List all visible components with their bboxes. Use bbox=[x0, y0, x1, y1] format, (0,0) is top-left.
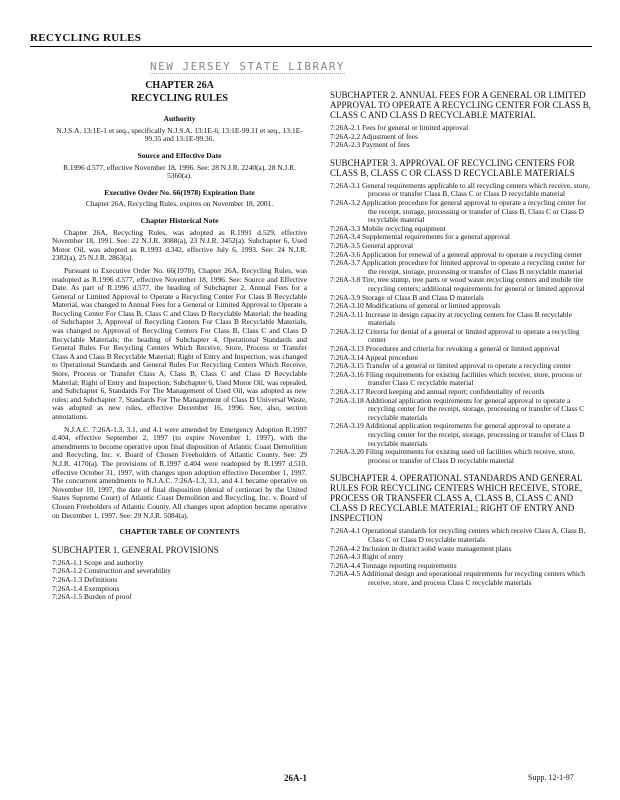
historical-note-paragraph-2: Pursuant to Executive Order No. 66(1978), Chapter 26A, Recycling Rules, was readopted as R.1996 d.577, effective November 18, 1996. See: Source and Effective Date. As part of R.1996 d.577, the heading of Subchapter 2, Annual Fees for a General or Limited Approval to Operate a Recycling Center For Class B Recyclable Material, was changed to Annual Fees for a General or Limited Approval to Operate a Recycling Center For Class B, Class C and Class D Recyclable Material; the heading of Subchapter 3, Approval of Recycling Centers For Class B Recyclable Materials, was changed to Approval of Recycling Centers For Class B, Class C and Class D Recyclable Materials; the heading of Subchapter 4, Operational Standards and General Rules For Recycling Centers Which Receive, Store, Process or Transfer Class A and Class B Recyclable Material; Right of Entry and Inspection, was changed to Operational Standards and General Rules For Recycling Centers Which Receive, Store, Process or Transfer Class A, Class B, Class C and Class D Recyclable Material; Right of Entry and Inspection; Subchapter 6, Used Motor Oil, was repealed, and Subchapter 6, Standards For The Management of Used Oil, was adopted as new rules; and Subchapter 7, Standards For The Management of Class D Universal Waste, was adopted as new rules, effective December 16, 1996. See, also, section annotations. bbox=[52, 265, 307, 421]
toc-entry: 7:26A-3.17 Record keeping and annual report; confidentiality of records bbox=[330, 387, 545, 397]
historical-note-paragraph-3: N.J.A.C. 7:26A-1.3, 3.1, and 4.1 were amended by Emergency Adoption R.1997 d.404, effective September 2, 1997 (to expire November 1, 1997), with the amendments to become operative upon final disposition of Atlantic Coast Demolition and Recycling, Inc. v. Board of Chosen Freeholders of Atlantic County. See: 29 N.J.R. 4170(a). The provisions of R.1997 d.404 were readopted by R.1997 d.510, effective October 31, 1997, with changes upon adoption effective December 1, 1997. The concurrent amendments to N.J.A.C. 7:26A-1.3, 3.1, and 4.1 became operative on November 10, 1997, the date of final disposition (denial of certiorari by the United States Supreme Court) of Atlantic Coast Demolition and Recycling, Inc. v. Board of Chosen Freeholders of Atlantic County. All changes upon adoption became operative on December 1, 1997. See: 29 N.J.R. 5084(a). bbox=[52, 424, 307, 520]
subchapter-1-list bbox=[52, 559, 307, 602]
subchapter-2-list bbox=[330, 124, 595, 150]
toc-entry: 7:26A-3.13 Procedures and criteria for revoking a general or limited approval bbox=[330, 344, 560, 354]
chapter-number: CHAPTER 26A bbox=[145, 80, 214, 91]
toc-entry: 7:26A-1.3 Definitions bbox=[52, 574, 118, 584]
executive-order-text: Chapter 26A, Recycling Rules, expires on November 18, 2001. bbox=[85, 199, 274, 209]
library-stamp: NEW JERSEY STATE LIBRARY bbox=[150, 60, 345, 73]
page-number: 26A-1 bbox=[284, 773, 307, 783]
toc-entry: 7:26A-3.7 Application procedure for limited approval to operate a recycling center for the receipt, storage, processing or transfer of Class B recyclable material bbox=[330, 258, 585, 276]
toc-entry: 7:26A-4.2 Inclusion in district solid waste management plans bbox=[330, 543, 512, 553]
running-head: RECYCLING RULES bbox=[30, 32, 142, 44]
toc-entry: 7:26A-4.4 Tonnage reporting requirements bbox=[330, 560, 457, 570]
toc-entry: 7:26A-3.5 General approval bbox=[330, 240, 414, 250]
toc-entry: 7:26A-3.6 Application for renewal of a general approval to operate a recycling center bbox=[330, 249, 583, 259]
chapter-title: RECYCLING RULES bbox=[131, 92, 228, 104]
toc-entry: 7:26A-3.4 Supplemental requirements for a general approval bbox=[330, 232, 510, 242]
toc-entry: 7:26A-3.2 Application procedure for general approval to operate a recycling center for the receipt, storage, processing or transfer of Class B, Class C or Class D recyclable material bbox=[330, 197, 586, 225]
toc-entry: 7:26A-3.16 Filing requirements for existing facilities which receive, store, process or transfer Class C recyclable material bbox=[330, 369, 582, 388]
executive-order-heading: Executive Order No. 66(1978) Expiration Date bbox=[104, 187, 255, 197]
toc-entry: 7:26A-4.3 Right of entry bbox=[330, 552, 404, 562]
historical-note-heading: Chapter Historical Note bbox=[140, 215, 219, 225]
table-of-contents-heading: CHAPTER TABLE OF CONTENTS bbox=[119, 527, 240, 537]
source-heading: Source and Effective Date bbox=[137, 150, 222, 160]
subchapter-1-heading: SUBCHAPTER 1. GENERAL PROVISIONS bbox=[52, 544, 219, 555]
toc-entry: 7:26A-2.2 Adjustment of fees bbox=[330, 131, 418, 141]
subchapter-4-heading: SUBCHAPTER 4. OPERATIONAL STANDARDS AND GENERAL RULES FOR RECYCLING CENTERS WHICH RECEIVE, STORE, PROCESS OR TRANSFER CLASS A, CLASS B, CLASS C AND CLASS D RECYCLABLE MATERIAL; RIGHT OF ENTRY AND INSPECTION bbox=[330, 473, 583, 524]
toc-entry: 7:26A-3.12 Criteria for denial of a general or limited approval to operate a recycling center bbox=[330, 326, 580, 345]
authority-heading: Authority bbox=[163, 114, 196, 124]
toc-entry: 7:26A-3.20 Filing requirements for existing used oil facilities which receive, store, process or transfer of Class D recyclable material bbox=[330, 447, 575, 465]
historical-note-paragraph-1: Chapter 26A, Recycling Rules, was adopted as R.1991 d.529, effective November 18, 1991. See: 22 N.J.R. 3088(a), 23 N.J.R. 3452(a). Subchapter 6, Used Motor Oil, was adopted as R.1993 d.342, effective July 6, 1993. See: 24 N.J.R. 2382(a), 25 N.J.R. 2863(a). bbox=[52, 227, 307, 263]
right-column bbox=[330, 82, 595, 588]
toc-entry: 7:26A-2.3 Payment of fees bbox=[330, 140, 410, 150]
subchapter-3-list bbox=[330, 182, 595, 466]
toc-entry: 7:26A-3.18 Additional application requirements for general approval to operate a recycling center for the receipt, storage, processing or transfer of Class C recyclable materials bbox=[330, 395, 585, 422]
subchapter-3-heading: SUBCHAPTER 3. APPROVAL OF RECYCLING CENTERS FOR CLASS B, CLASS C OR CLASS D RECYCLABLE MATERIALS bbox=[330, 157, 575, 178]
toc-entry: 7:26A-1.5 Burden of proof bbox=[52, 592, 132, 602]
source-text: R.1996 d.577, effective November 18, 1996. See: 28 N.J.R. 2240(a), 28 N.J.R. 5360(a). bbox=[63, 162, 296, 181]
header-rule bbox=[30, 46, 592, 47]
subchapter-2-heading: SUBCHAPTER 2. ANNUAL FEES FOR A GENERAL OR LIMITED APPROVAL TO OPERATE A RECYCLING CENTER FOR CLASS B, CLASS C AND CLASS D RECYCLABLE MATERIAL bbox=[330, 90, 591, 120]
toc-entry: 7:26A-1.4 Exemptions bbox=[52, 583, 120, 593]
toc-entry: 7:26A-3.3 Mobile recycling equipment bbox=[330, 223, 446, 233]
toc-entry: 7:26A-3.1 General requirements applicable to all recycling centers which receive, store, process or transfer Class B, Class C or Class D recyclable material bbox=[330, 180, 591, 199]
toc-entry: 7:26A-3.9 Storage of Class B and Class D materials bbox=[330, 292, 484, 302]
toc-entry: 7:26A-3.8 Tire, tree stump, tree parts or wood waste recycling centers and mobile tire recycling centers; additional requirements for general or limited approval bbox=[330, 275, 585, 293]
toc-entry: 7:26A-4.5 Additional design and operational requirements for recycling centers which receive, store, and process Class C recyclable materials bbox=[330, 569, 585, 587]
toc-entry: 7:26A-1.1 Scope and authority bbox=[52, 557, 144, 567]
toc-entry: 7:26A-3.11 Increase in design capacity at recycling centers for Class B recyclable materials bbox=[330, 309, 572, 328]
toc-entry: 7:26A-2.1 Fees for general or limited approval bbox=[330, 123, 469, 132]
toc-entry: 7:26A-3.14 Appeal procedure bbox=[330, 352, 419, 362]
subchapter-4-list bbox=[330, 527, 595, 587]
toc-entry: 7:26A-3.19 Additional application requirements for general approval to operate a recycling center for the receipt, storage, processing or transfer of Class D recyclable materials bbox=[330, 421, 585, 448]
left-column bbox=[52, 82, 307, 602]
authority-text: N.J.S.A. 13:1E-1 et seq., specifically N.J.S.A. 13:1E-6, 13:1E-99.11 et seq., 13:1E-99.35 and 13:1E-99.36. bbox=[56, 125, 303, 144]
toc-entry: 7:26A-4.1 Operational standards for recycling centers which receive Class A, Class B, Class C or Class D recyclable materials bbox=[330, 526, 586, 544]
supplement-date: Supp. 12-1-97 bbox=[528, 773, 574, 782]
toc-entry: 7:26A-1.2 Construction and severability bbox=[52, 566, 172, 576]
toc-entry: 7:26A-3.10 Modifications of general or limited approvals bbox=[330, 301, 501, 311]
toc-entry: 7:26A-3.15 Transfer of a general or limited approval to operate a recycling center bbox=[330, 361, 572, 371]
